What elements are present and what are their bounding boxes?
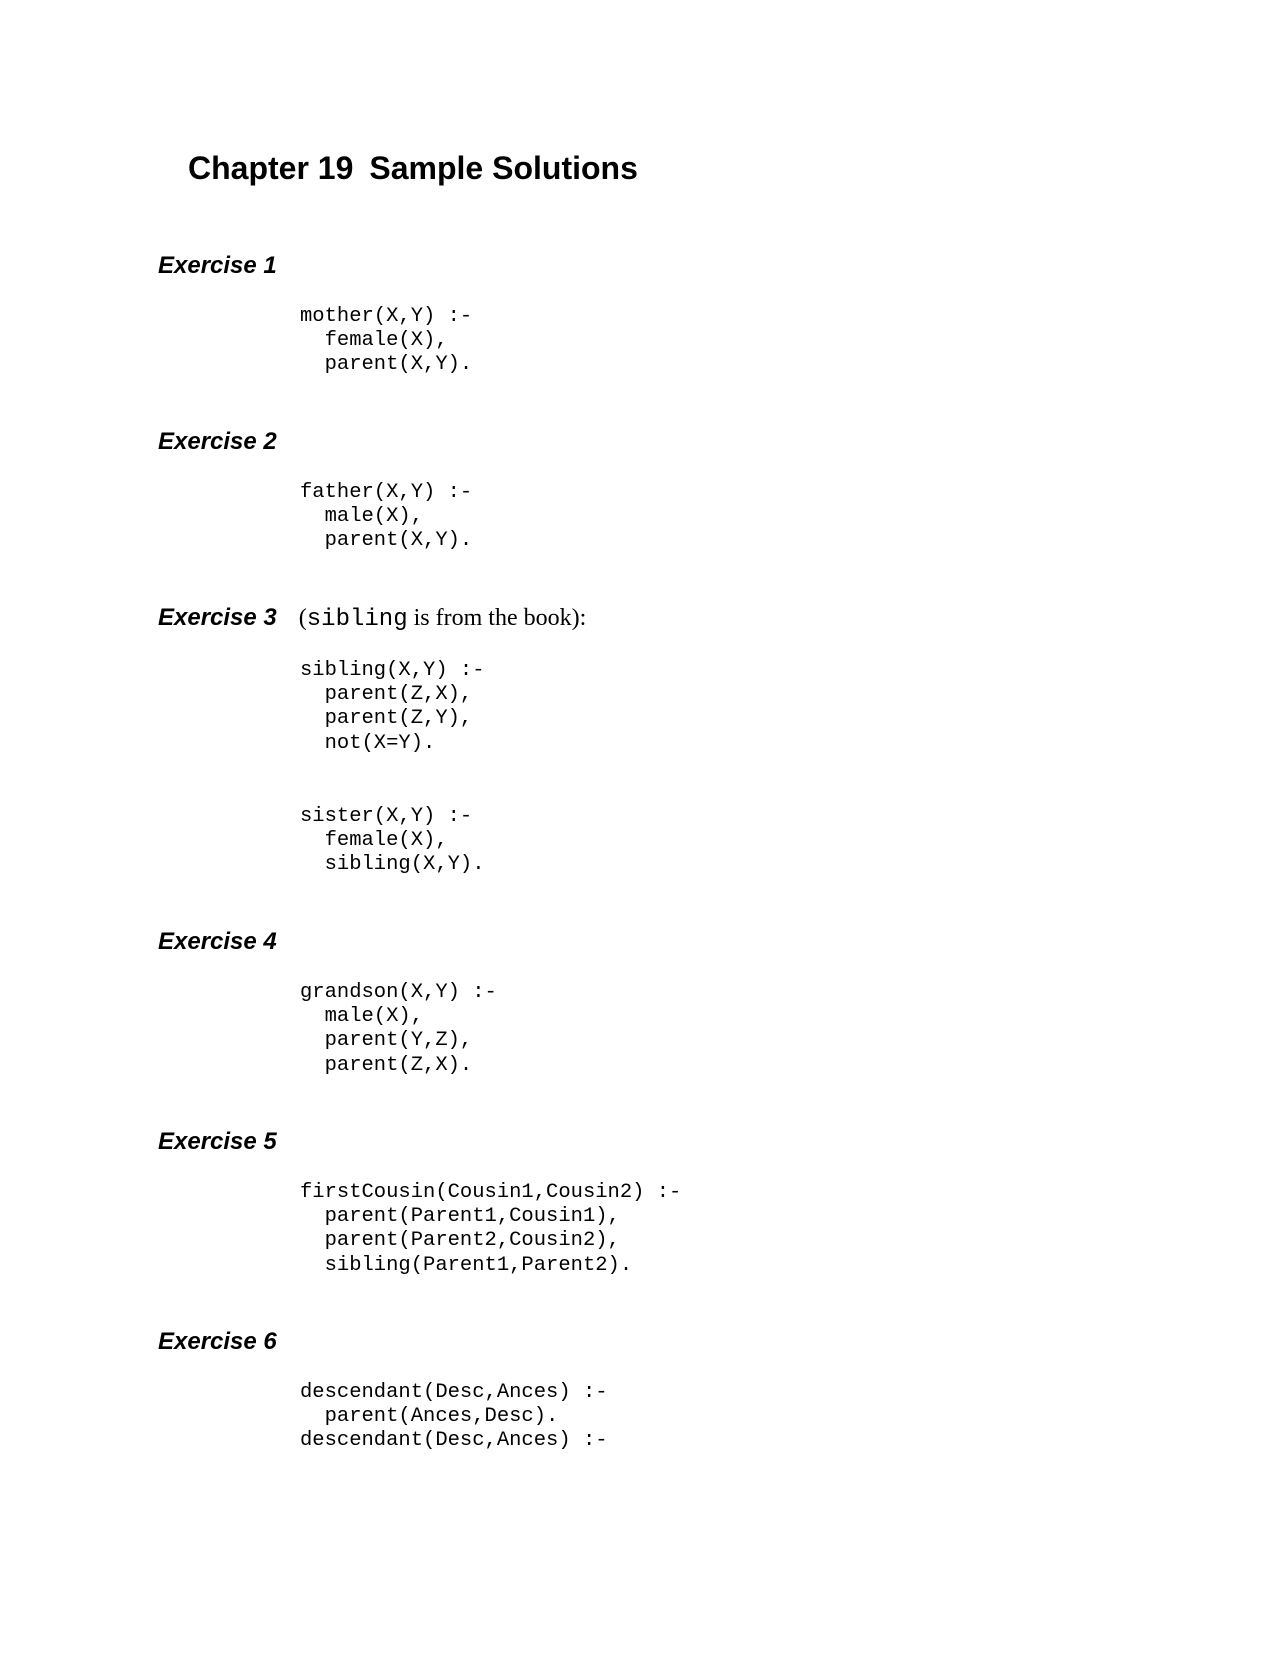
chapter-title [188,148,638,188]
exercise-1-code: mother(X,Y) :- female(X), parent(X,Y). [300,305,473,377]
exercise-2-code: father(X,Y) :- male(X), parent(X,Y). [300,481,473,553]
exercise-5-code: firstCousin(Cousin1,Cousin2) :- parent(Parent1,Cousin1), parent(Parent2,Cousin2), sibling(Parent1,Parent2). [300,1181,682,1277]
exercise-3-heading-line [158,602,586,636]
exercise-4-heading: Exercise 4 [158,928,277,955]
exercise-6-heading: Exercise 6 [158,1328,277,1355]
chapter-name: Sample Solutions [369,150,638,186]
exercise-1-heading: Exercise 1 [158,252,277,279]
exercise-5-heading: Exercise 5 [158,1128,277,1155]
exercise-3-note [299,605,586,631]
exercise-3-code-sister: sister(X,Y) :- female(X), sibling(X,Y). [300,805,485,877]
exercise-4-code: grandson(X,Y) :- male(X), parent(Y,Z), parent(Z,X). [300,981,497,1077]
exercise-6-code: descendant(Desc,Ances) :- parent(Ances,Desc). descendant(Desc,Ances) :- [300,1381,608,1453]
exercise-3-code-sibling: sibling(X,Y) :- parent(Z,X), parent(Z,Y), not(X=Y). [300,659,485,755]
exercise-3-heading: Exercise 3 [158,604,277,631]
chapter-number: Chapter 19 [188,150,354,186]
exercise-3-note-open: ( [298,605,307,631]
exercise-3-note-rest: is from the book): [407,605,587,631]
exercise-3-note-code: sibling [306,606,408,633]
exercise-2-heading: Exercise 2 [158,428,277,455]
